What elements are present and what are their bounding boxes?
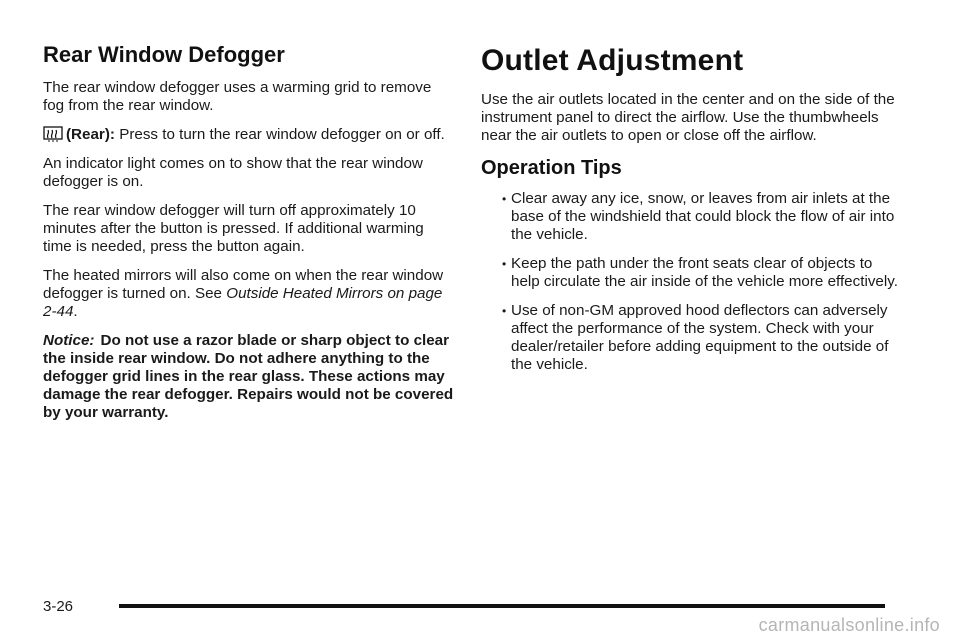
notice-label: Notice: <box>43 332 95 349</box>
paragraph-heated-mirrors <box>43 267 455 321</box>
paragraph-indicator-light: An indicator light comes on to show that the rear window defogger is on. <box>43 155 423 190</box>
notice-text: Do not use a razor blade or sharp object to clear the inside rear window. Do not adhere anything to the defogger grid lines in the rear glass. These actions may damage the rear defogger. Repairs would not be covered by your warranty. <box>43 332 454 421</box>
paragraph-outlet-intro: Use the air outlets located in the center and on the side of the instrument panel to direct the airflow. Use the thumbwheels near the air outlets to open or close off the airflow. <box>481 91 895 144</box>
watermark: carmanualsonline.info <box>758 615 940 635</box>
tip-text: Use of non-GM approved hood deflectors can adversely affect the performance of the system. Check with your dealer/retailer before adding equipment to the outside of the vehicle. <box>511 302 889 373</box>
tip-text: Keep the path under the front seats clear of objects to help circulate the air inside of the vehicle more effectively. <box>511 255 898 290</box>
right-column <box>481 40 901 385</box>
heated-mirrors-end: . <box>73 303 78 320</box>
subsection-title-operation-tips: Operation Tips <box>481 157 622 179</box>
paragraph-rear-button <box>43 126 455 144</box>
tip-text: Clear away any ice, snow, or leaves from air inlets at the base of the windshield that could block the flow of air into the vehicle. <box>511 190 895 243</box>
list-item <box>481 190 901 244</box>
footer-divider <box>119 604 885 608</box>
notice-paragraph <box>43 332 455 422</box>
bullet-icon: • <box>502 304 507 318</box>
section-title-outlet-adjustment: Outlet Adjustment <box>481 44 744 77</box>
paragraph-auto-off: The rear window defogger will turn off approximately 10 minutes after the button is pressed. If additional warming time is needed, press the button again. <box>43 202 424 255</box>
rear-button-text: Press to turn the rear window defogger on or off. <box>119 126 445 143</box>
section-title-rear-window-defogger: Rear Window Defogger <box>43 42 285 67</box>
bullet-icon: • <box>502 192 507 206</box>
rear-defogger-icon <box>43 126 63 142</box>
list-item <box>481 302 901 374</box>
outside-heated-mirrors-link[interactable]: Outside Heated Mirrors on page 2-44 <box>43 285 443 320</box>
heated-mirrors-text: The heated mirrors will also come on when the rear window defogger is turned on. See <box>43 267 444 302</box>
list-item <box>481 255 901 291</box>
page-number: 3-26 <box>43 598 74 615</box>
rear-button-label: (Rear): <box>66 126 115 143</box>
paragraph-defogger-intro: The rear window defogger uses a warming grid to remove fog from the rear window. <box>43 79 432 114</box>
bullet-icon: • <box>502 257 507 271</box>
operation-tips-list <box>481 190 901 374</box>
left-column <box>43 40 455 433</box>
